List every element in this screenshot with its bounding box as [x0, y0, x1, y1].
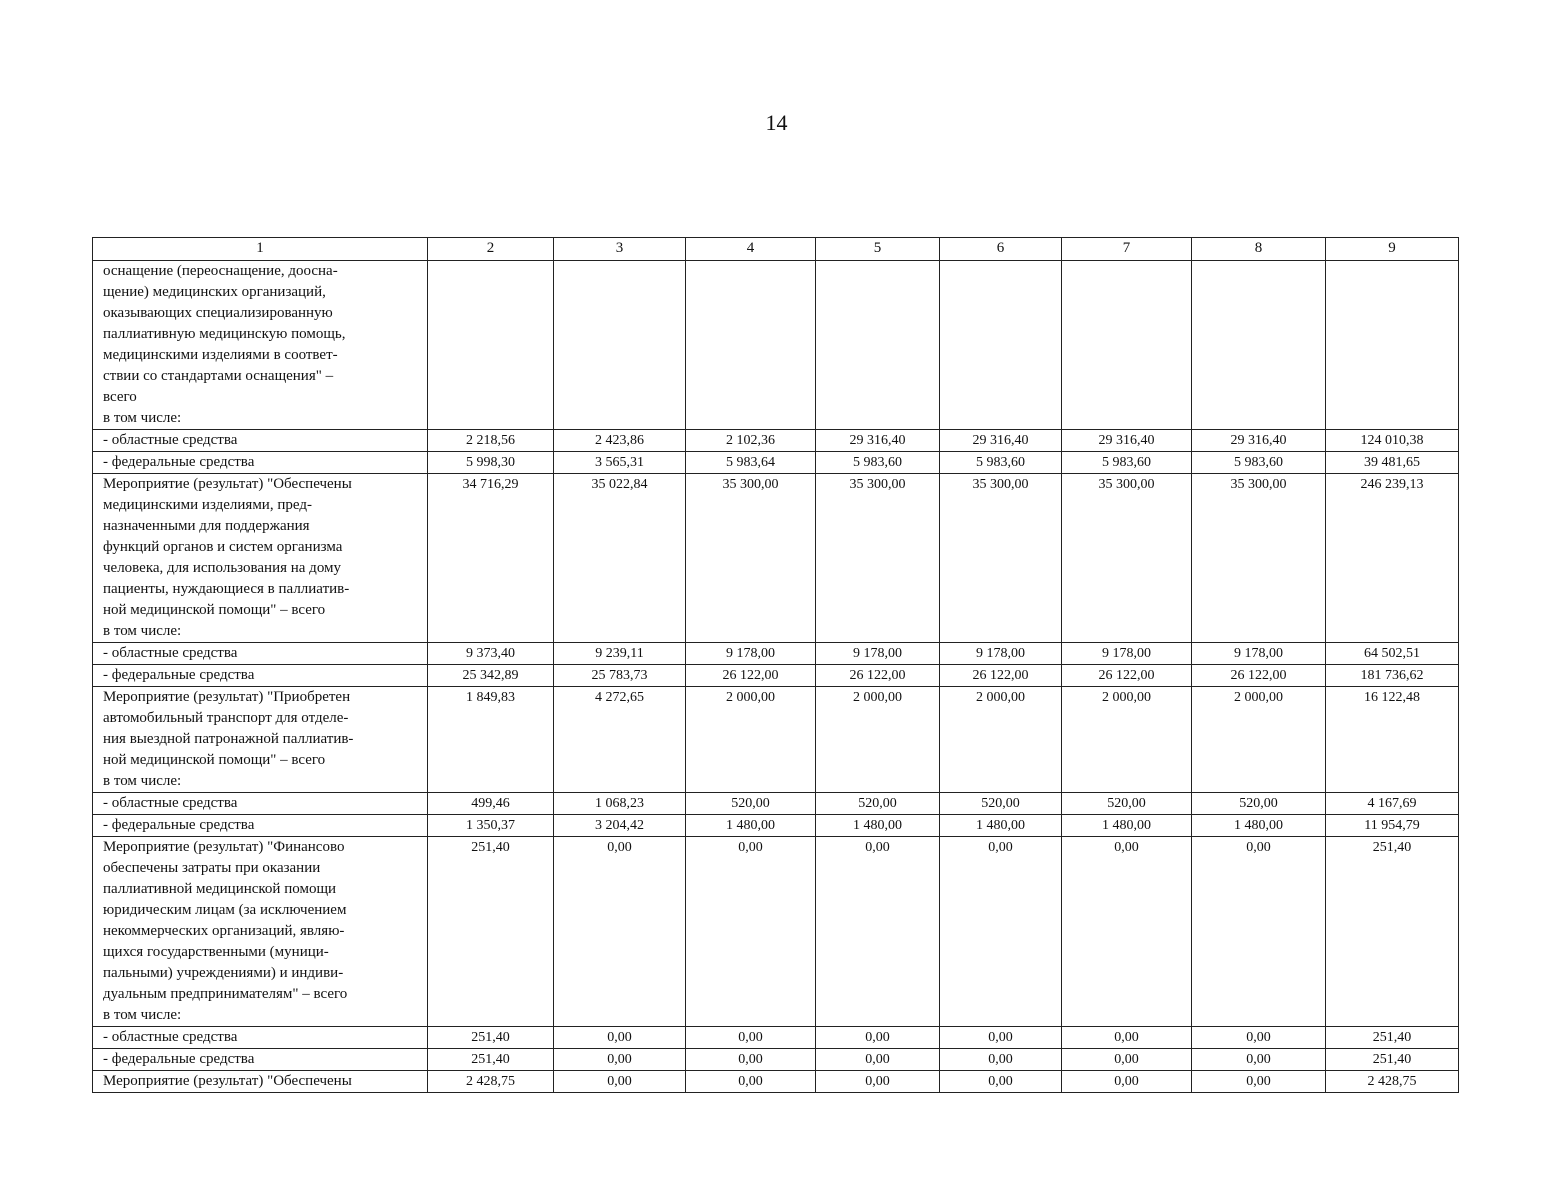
value-cell: 26 122,00 [1062, 665, 1192, 687]
value-cell: 39 481,65 [1326, 452, 1459, 474]
column-header-6: 6 [940, 238, 1062, 261]
value-cell: 9 178,00 [1062, 643, 1192, 665]
value-cell: 1 350,37 [428, 815, 554, 837]
value-cell: 35 300,00 [686, 474, 816, 643]
row-label-line: всего [103, 389, 137, 405]
row-label-line: в том числе: [103, 410, 182, 426]
row-label [93, 452, 428, 474]
column-header-7: 7 [1062, 238, 1192, 261]
value-cell: 35 300,00 [1192, 474, 1326, 643]
value-cell: 1 849,83 [428, 687, 554, 793]
row-label-line: Мероприятие (результат) "Финансово [103, 839, 345, 855]
column-header-5: 5 [816, 238, 940, 261]
column-header-1: 1 [93, 238, 428, 261]
row-label-line: щихся государственными (муници- [103, 944, 329, 960]
budget-table [92, 237, 1459, 1093]
row-label-line: - федеральные средства [103, 454, 255, 470]
row-label-line: автомобильный транспорт для отделе- [103, 710, 349, 726]
table-row [93, 1027, 1459, 1049]
row-label [93, 793, 428, 815]
value-cell: 520,00 [1192, 793, 1326, 815]
value-cell: 35 300,00 [940, 474, 1062, 643]
row-label-line: ной медицинской помощи" – всего [103, 752, 326, 768]
row-label [93, 1027, 428, 1049]
value-cell: 251,40 [428, 1027, 554, 1049]
row-label-line: - областные средства [103, 795, 238, 811]
value-cell: 0,00 [1192, 1049, 1326, 1071]
value-cell: 0,00 [554, 837, 686, 1027]
value-cell: 5 983,60 [1192, 452, 1326, 474]
value-cell [1192, 261, 1326, 430]
page-number: 14 [765, 110, 788, 135]
value-cell: 0,00 [686, 1027, 816, 1049]
value-cell: 35 022,84 [554, 474, 686, 643]
row-label-line: Мероприятие (результат) "Приобретен [103, 689, 351, 705]
table-row [93, 452, 1459, 474]
value-cell: 1 068,23 [554, 793, 686, 815]
value-cell: 1 480,00 [1062, 815, 1192, 837]
value-cell: 2 000,00 [940, 687, 1062, 793]
value-cell: 9 373,40 [428, 643, 554, 665]
value-cell: 29 316,40 [1062, 430, 1192, 452]
row-label [93, 815, 428, 837]
row-label-line: - областные средства [103, 1029, 238, 1045]
value-cell: 499,46 [428, 793, 554, 815]
value-cell: 520,00 [940, 793, 1062, 815]
row-label-line: - федеральные средства [103, 817, 255, 833]
value-cell [940, 261, 1062, 430]
table-row [93, 261, 1459, 430]
row-label-line: юридическим лицам (за исключением [103, 902, 347, 918]
value-cell: 9 178,00 [1192, 643, 1326, 665]
table-row [93, 665, 1459, 687]
value-cell: 0,00 [554, 1027, 686, 1049]
row-label [93, 665, 428, 687]
row-label-line: - федеральные средства [103, 667, 255, 683]
row-label-line: человека, для использования на дому [103, 560, 342, 576]
row-label [93, 643, 428, 665]
value-cell: 9 239,11 [554, 643, 686, 665]
row-label-line: в том числе: [103, 773, 182, 789]
value-cell: 1 480,00 [816, 815, 940, 837]
value-cell: 25 342,89 [428, 665, 554, 687]
value-cell: 246 239,13 [1326, 474, 1459, 643]
table-body [93, 261, 1459, 1093]
value-cell: 4 167,69 [1326, 793, 1459, 815]
value-cell: 26 122,00 [816, 665, 940, 687]
row-label-line: паллиативную медицинскую помощь, [103, 326, 346, 342]
value-cell: 0,00 [816, 1027, 940, 1049]
row-label-line: Мероприятие (результат) "Обеспечены [103, 1073, 352, 1089]
value-cell: 11 954,79 [1326, 815, 1459, 837]
value-cell: 181 736,62 [1326, 665, 1459, 687]
value-cell: 34 716,29 [428, 474, 554, 643]
row-label-line: в том числе: [103, 623, 182, 639]
row-label-line: дуальным предпринимателям" – всего [103, 986, 348, 1002]
row-label-line: пациенты, нуждающиеся в паллиатив- [103, 581, 350, 597]
value-cell: 25 783,73 [554, 665, 686, 687]
table-row [93, 430, 1459, 452]
value-cell [1326, 261, 1459, 430]
row-label-line: паллиативной медицинской помощи [103, 881, 337, 897]
value-cell: 26 122,00 [940, 665, 1062, 687]
value-cell: 5 998,30 [428, 452, 554, 474]
row-label-line: медицинскими изделиями, пред- [103, 497, 312, 513]
value-cell: 4 272,65 [554, 687, 686, 793]
value-cell: 64 502,51 [1326, 643, 1459, 665]
row-label-line: в том числе: [103, 1007, 182, 1023]
value-cell: 2 423,86 [554, 430, 686, 452]
row-label-line: - областные средства [103, 432, 238, 448]
value-cell: 251,40 [1326, 1027, 1459, 1049]
value-cell: 0,00 [816, 1071, 940, 1093]
value-cell: 5 983,60 [940, 452, 1062, 474]
value-cell: 0,00 [1062, 837, 1192, 1027]
value-cell [428, 261, 554, 430]
row-label-line: ствии со стандартами оснащения" – [103, 368, 334, 384]
value-cell: 520,00 [686, 793, 816, 815]
row-label-line: ной медицинской помощи" – всего [103, 602, 326, 618]
row-label [93, 430, 428, 452]
row-label-line: щение) медицинских организаций, [103, 284, 326, 300]
value-cell: 0,00 [940, 1049, 1062, 1071]
value-cell [816, 261, 940, 430]
table-row [93, 837, 1459, 1027]
row-label-line: некоммерческих организаций, являю- [103, 923, 345, 939]
value-cell: 0,00 [686, 1049, 816, 1071]
value-cell: 1 480,00 [940, 815, 1062, 837]
value-cell: 0,00 [940, 1071, 1062, 1093]
value-cell: 0,00 [554, 1049, 686, 1071]
row-label [93, 474, 428, 643]
column-header-4: 4 [686, 238, 816, 261]
table-row [93, 1049, 1459, 1071]
value-cell: 251,40 [1326, 1049, 1459, 1071]
table-row [93, 1071, 1459, 1093]
row-label [93, 261, 428, 430]
table-row [93, 474, 1459, 643]
row-label-line: оказывающих специализированную [103, 305, 333, 321]
row-label [93, 837, 428, 1027]
value-cell: 251,40 [1326, 837, 1459, 1027]
value-cell: 9 178,00 [816, 643, 940, 665]
row-label-line: - областные средства [103, 645, 238, 661]
value-cell: 0,00 [554, 1071, 686, 1093]
column-header-3: 3 [554, 238, 686, 261]
row-label-line: медицинскими изделиями в соответ- [103, 347, 338, 363]
table-row [93, 793, 1459, 815]
value-cell: 5 983,60 [1062, 452, 1192, 474]
value-cell: 3 565,31 [554, 452, 686, 474]
row-label [93, 687, 428, 793]
row-label-line: ния выездной патронажной паллиатив- [103, 731, 354, 747]
value-cell: 0,00 [1192, 837, 1326, 1027]
value-cell: 2 102,36 [686, 430, 816, 452]
value-cell: 0,00 [940, 1027, 1062, 1049]
value-cell: 0,00 [1192, 1027, 1326, 1049]
value-cell: 0,00 [816, 1049, 940, 1071]
row-label [93, 1049, 428, 1071]
value-cell: 35 300,00 [816, 474, 940, 643]
row-label-line: обеспечены затраты при оказании [103, 860, 321, 876]
value-cell: 0,00 [816, 837, 940, 1027]
row-label-line: функций органов и систем организма [103, 539, 343, 555]
value-cell: 9 178,00 [940, 643, 1062, 665]
value-cell: 2 428,75 [1326, 1071, 1459, 1093]
value-cell: 16 122,48 [1326, 687, 1459, 793]
column-header-2: 2 [428, 238, 554, 261]
row-label-line: назначенными для поддержания [103, 518, 310, 534]
value-cell: 29 316,40 [940, 430, 1062, 452]
value-cell: 2 000,00 [686, 687, 816, 793]
value-cell: 0,00 [1062, 1049, 1192, 1071]
header-row [93, 238, 1459, 261]
value-cell: 2 428,75 [428, 1071, 554, 1093]
value-cell: 251,40 [428, 837, 554, 1027]
value-cell: 0,00 [940, 837, 1062, 1027]
value-cell [1062, 261, 1192, 430]
row-label-line: оснащение (переоснащение, доосна- [103, 263, 338, 279]
value-cell: 1 480,00 [1192, 815, 1326, 837]
value-cell [686, 261, 816, 430]
value-cell: 0,00 [1062, 1071, 1192, 1093]
value-cell: 35 300,00 [1062, 474, 1192, 643]
value-cell: 0,00 [686, 837, 816, 1027]
table-row [93, 687, 1459, 793]
column-header-9: 9 [1326, 238, 1459, 261]
value-cell: 0,00 [686, 1071, 816, 1093]
value-cell: 2 218,56 [428, 430, 554, 452]
value-cell: 5 983,64 [686, 452, 816, 474]
value-cell: 2 000,00 [1062, 687, 1192, 793]
table-row [93, 643, 1459, 665]
value-cell: 26 122,00 [686, 665, 816, 687]
row-label-line: Мероприятие (результат) "Обеспечены [103, 476, 352, 492]
value-cell: 2 000,00 [1192, 687, 1326, 793]
value-cell: 29 316,40 [1192, 430, 1326, 452]
row-label-line: - федеральные средства [103, 1051, 255, 1067]
value-cell: 2 000,00 [816, 687, 940, 793]
value-cell: 520,00 [1062, 793, 1192, 815]
value-cell: 3 204,42 [554, 815, 686, 837]
column-header-8: 8 [1192, 238, 1326, 261]
value-cell: 26 122,00 [1192, 665, 1326, 687]
value-cell: 124 010,38 [1326, 430, 1459, 452]
value-cell: 520,00 [816, 793, 940, 815]
value-cell: 5 983,60 [816, 452, 940, 474]
row-label-line: пальными) учреждениями) и индиви- [103, 965, 344, 981]
value-cell: 251,40 [428, 1049, 554, 1071]
value-cell: 1 480,00 [686, 815, 816, 837]
table-row [93, 815, 1459, 837]
value-cell: 0,00 [1192, 1071, 1326, 1093]
value-cell: 9 178,00 [686, 643, 816, 665]
value-cell [554, 261, 686, 430]
value-cell: 29 316,40 [816, 430, 940, 452]
row-label [93, 1071, 428, 1093]
value-cell: 0,00 [1062, 1027, 1192, 1049]
